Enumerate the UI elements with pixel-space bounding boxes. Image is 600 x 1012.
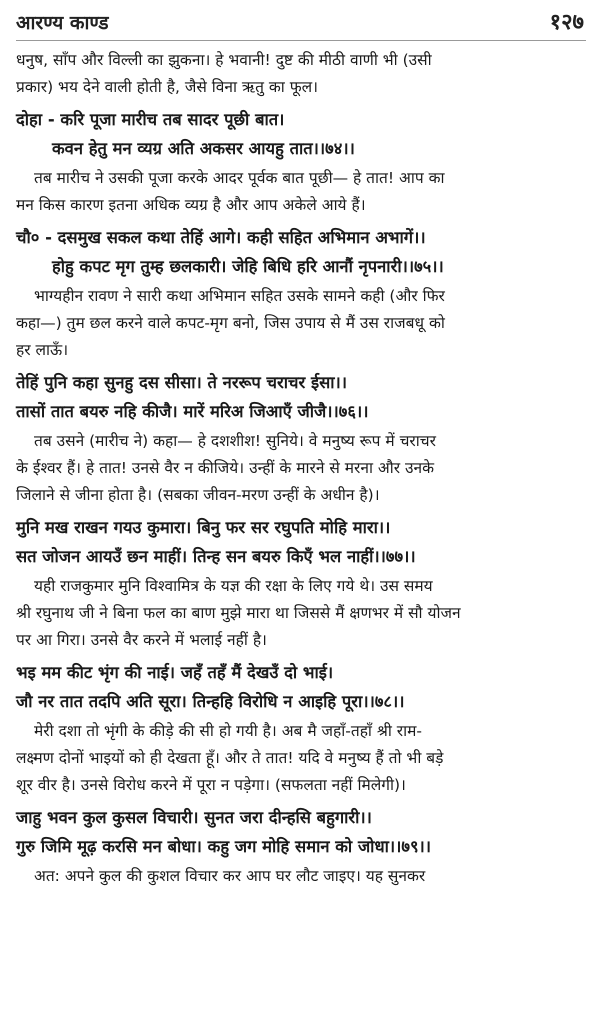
prose-line: तब उसने (मारीच ने) कहा— हे दशशीश! सुनिये। वे मनुष्य रूप में चराचर xyxy=(34,432,436,450)
verse-couplet xyxy=(16,513,586,571)
verse-line: तेहिं पुनि कहा सुनहु दस सीसा। ते नररूप चराचर ईसा।। xyxy=(16,373,348,392)
prose-paragraph xyxy=(16,428,586,509)
prose-line: मेरी दशा तो भृंगी के कीड़े की सी हो गयी है। अब मै जहाँ-तहाँ श्री राम- xyxy=(34,722,422,740)
prose-line: जिलाने से जीना होता है। (सबका जीवन-मरण उन्हीं के अधीन है)। xyxy=(16,486,380,504)
chapter-title: आरण्य काण्ड xyxy=(16,12,109,34)
verse-line: होहु कपट मृग तुम्ह छलकारी। जेहि बिधि हरि आनौं नृपनारी।।७५।। xyxy=(52,257,444,276)
prose-line: शूर वीर है। उनसे विरोध करने में पूरा न पड़ेगा। (सफलता नहीं मिलेगी)। xyxy=(16,776,406,794)
prose-line: के ईश्वर हैं। हे तात! उनसे वैर न कीजिये। उन्हीं के मारने से मरना और उनके xyxy=(16,459,435,477)
verse-couplet xyxy=(16,105,586,163)
prose-line: हर लाऊँ। xyxy=(16,341,69,359)
verse-couplet xyxy=(16,223,586,281)
prose-paragraph xyxy=(16,863,586,890)
verse-line: गुरु जिमि मूढ़ करसि मन बोधा। कहु जग मोहि समान को जोधा।।७९।। xyxy=(16,837,432,856)
prose-paragraph xyxy=(16,718,586,799)
prose-line: तब मारीच ने उसकी पूजा करके आदर पूर्वक बात पूछी— हे तात! आप का xyxy=(34,169,445,187)
prose-line: कहा—) तुम छल करने वाले कपट-मृग बनो, जिस उपाय से मैं उस राजबधू को xyxy=(16,314,445,332)
page-number: १२७ xyxy=(549,10,584,35)
verse-line: सत जोजन आयउँ छन माहीं। तिन्ह सन बयरु किएँ भल नाहीं।।७७।। xyxy=(16,547,416,566)
verse-line: कवन हेतु मन व्यग्र अति अकसर आयहु तात।।७४।। xyxy=(52,139,355,158)
prose-line: यही राजकुमार मुनि विश्वामित्र के यज्ञ की रक्षा के लिए गये थे। उस समय xyxy=(34,577,433,595)
verse-line: दोहा - करि पूजा मारीच तब सादर पूछी बात। xyxy=(16,110,285,129)
prose-line: श्री रघुनाथ जी ने बिना फल का बाण मुझे मारा था जिससे मैं क्षणभर में सौ योजन xyxy=(16,604,461,622)
verse-couplet xyxy=(16,803,586,861)
prose-paragraph xyxy=(16,283,586,364)
verse-line: जाहु भवन कुल कुसल विचारी। सुनत जरा दीन्हसि बहुगारी।। xyxy=(16,808,372,827)
prose-line: पर आ गिरा। उनसे वैर करने में भलाई नहीं है। xyxy=(16,631,267,649)
verse-line: भइ मम कीट भृंग की नाई। जहँ तहँ मैं देखउँ दो भाई। xyxy=(16,663,334,682)
verse-line: चौ० - दसमुख सकल कथा तेहिं आगे। कही सहित अभिमान अभागें।। xyxy=(16,228,426,247)
prose-line: मन किस कारण इतना अधिक व्यग्र है और आप अकेले आये हैं। xyxy=(16,196,366,214)
prose-line: भाग्यहीन रावण ने सारी कथा अभिमान सहित उसके सामने कही (और फिर xyxy=(34,287,445,305)
verse-couplet xyxy=(16,368,586,426)
verse-line: मुनि मख राखन गयउ कुमारा। बिनु फर सर रघुपति मोहि मारा।। xyxy=(16,518,391,537)
verse-couplet xyxy=(16,658,586,716)
prose-line: प्रकार) भय देने वाली होती है, जैसे विना ऋतु का फूल। xyxy=(16,78,319,96)
verse-line: तासों तात बयरु नहि कीजै। मारें मरिअ जिआएँ जीजै।।७६।। xyxy=(16,402,369,421)
prose-paragraph xyxy=(16,165,586,219)
prose-paragraph xyxy=(16,573,586,654)
prose-paragraph xyxy=(16,47,586,101)
prose-line: धनुष, साँप और विल्ली का झुकना। हे भवानी! दुष्ट की मीठी वाणी भी (उसी xyxy=(16,51,432,69)
prose-line: लक्ष्मण दोनों भाइयों को ही देखता हूँ। और ते तात! यदि वे मनुष्य हैं तो भी बड़े xyxy=(16,749,444,767)
page-header xyxy=(16,6,586,41)
verse-line: जौ नर तात तदपि अति सूरा। तिन्हहि विरोधि न आइहि पूरा।।७८।। xyxy=(16,692,405,711)
prose-line: अत: अपने कुल की कुशल विचार कर आप घर लौट जाइए। यह सुनकर xyxy=(34,867,426,885)
